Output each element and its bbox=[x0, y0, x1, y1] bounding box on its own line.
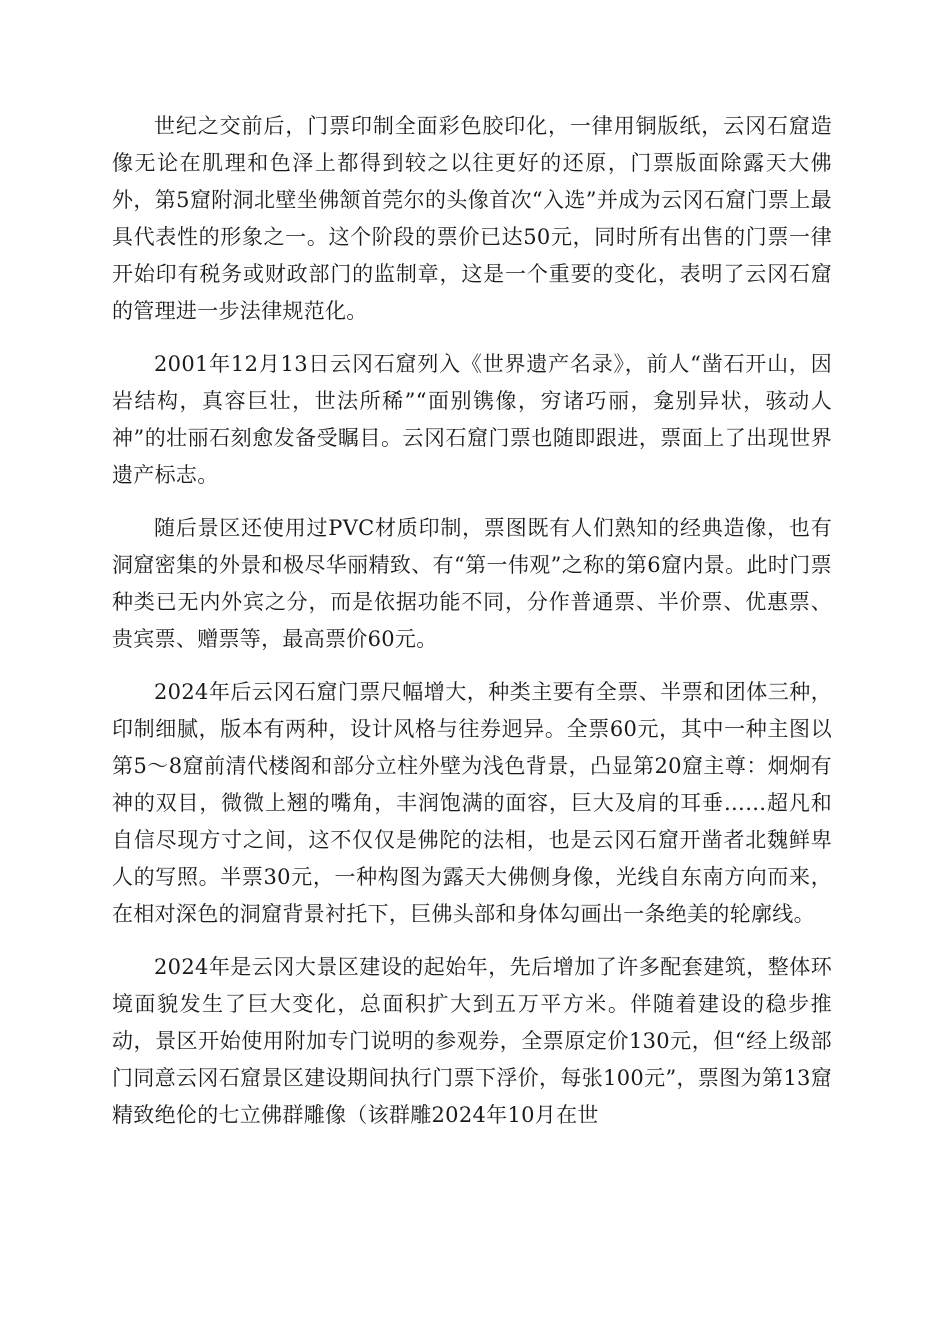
body-text bbox=[112, 108, 832, 1150]
paragraph-1: 世纪之交前后，门票印制全面彩色胶印化，一律用铜版纸，云冈石窟造像无论在肌理和色泽上都得到较之以往更好的还原，门票版面除露天大佛外，第5窟附洞北壁坐佛颔首莞尔的头像首次“入选”并成为云冈石窟门票上最具代表性的形象之一。这个阶段的票价已达50元，同时所有出售的门票一律开始印有税务或财政部门的监制章，这是一个重要的变化，表明了云冈石窟的管理进一步法律规范化。 bbox=[112, 114, 832, 323]
paragraph-2: 2001年12月13日云冈石窟列入《世界遗产名录》，前人“凿石开山，因岩结构，真容巨壮，世法所稀”“面别镌像，穷诸巧丽，龛别异状，骇动人神”的壮丽石刻愈发备受瞩目。云冈石窟门票也随即跟进，票面上了出现世界遗产标志。 bbox=[112, 352, 832, 487]
paragraph-5: 2024年是云冈大景区建设的起始年，先后增加了许多配套建筑，整体环境面貌发生了巨大变化，总面积扩大到五万平方米。伴随着建设的稳步推动，景区开始使用附加专门说明的参观券，全票原定价130元，但“经上级部门同意云冈石窟景区建设期间执行门票下浮价，每张100元”，票图为第13窟精致绝伦的七立佛群雕像（该群雕2024年10月在世 bbox=[112, 955, 832, 1127]
paragraph-4: 2024年后云冈石窟门票尺幅增大，种类主要有全票、半票和团体三种，印制细腻，版本有两种，设计风格与往券迥异。全票60元，其中一种主图以第5～8窟前清代楼阁和部分立柱外壁为浅色背景，凸显第20窟主尊：炯炯有神的双目，微微上翘的嘴角，丰润饱满的面容，巨大及肩的耳垂……超凡和自信尽现方寸之间，这不仅仅是佛陀的法相，也是云冈石窟开凿者北魏鲜卑人的写照。半票30元，一种构图为露天大佛侧身像，光线自东南方向而来，在相对深色的洞窟背景衬托下，巨佛头部和身体勾画出一条绝美的轮廓线。 bbox=[112, 680, 832, 926]
paragraph-3: 随后景区还使用过PVC材质印制，票图既有人们熟知的经典造像，也有洞窟密集的外景和极尽华丽精致、有“第一伟观”之称的第6窟内景。此时门票种类已无内外宾之分，而是依据功能不同，分作普通票、半价票、优惠票、贵宾票、赠票等，最高票价60元。 bbox=[112, 516, 832, 651]
